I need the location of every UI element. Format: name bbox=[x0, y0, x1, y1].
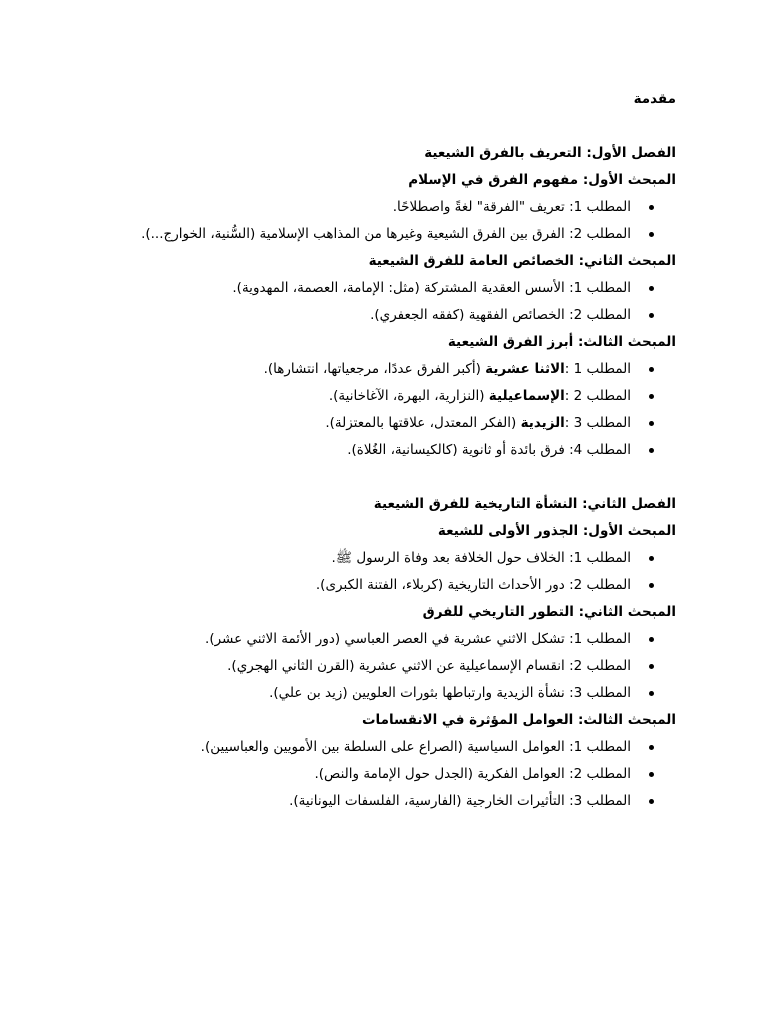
bullet-icon bbox=[649, 232, 654, 237]
list-item bbox=[36, 680, 676, 707]
list-item bbox=[36, 626, 676, 653]
bullet-icon bbox=[649, 421, 654, 426]
list-item bbox=[36, 383, 676, 410]
item-detail: (أكبر الفرق عددًا، مرجعياتها، انتشارها). bbox=[263, 361, 486, 377]
bullet-icon bbox=[649, 205, 654, 210]
item-text: المطلب 2: انقسام الإسماعيلية عن الاثني عشرية (القرن الثاني الهجري). bbox=[227, 658, 631, 674]
section-heading: المبحث الثاني: الخصائص العامة للفرق الشيعية bbox=[368, 253, 676, 269]
list-item bbox=[36, 221, 676, 248]
item-text: المطلب 3: نشأة الزيدية وارتباطها بثورات العلويين (زيد بن علي). bbox=[269, 685, 631, 701]
item-lead: المطلب 2 : bbox=[564, 388, 631, 404]
list-item bbox=[36, 275, 676, 302]
list-item bbox=[36, 545, 676, 572]
bullet-icon bbox=[649, 448, 654, 453]
item-text: المطلب 2: الفرق بين الفرق الشيعية وغيرها من المذاهب الإسلامية (السُّنية، الخوارج...). bbox=[141, 226, 631, 242]
item-text: المطلب 1: تعريف "الفرقة" لغةً واصطلاحًا. bbox=[392, 199, 631, 215]
section-heading: المبحث الأول: مفهوم الفرق في الإسلام bbox=[408, 172, 676, 188]
item-text: المطلب 1: العوامل السياسية (الصراع على السلطة بين الأمويين والعباسيين). bbox=[200, 739, 631, 755]
item-text: المطلب 1: الخلاف حول الخلافة بعد وفاة الرسول ﷺ. bbox=[331, 550, 631, 566]
item-lead: المطلب 3 : bbox=[564, 415, 631, 431]
bullet-icon bbox=[649, 556, 654, 561]
item-text: المطلب 4: فرق بائدة أو ثانوية (كالكيسانية، الغُلاة). bbox=[347, 442, 631, 458]
section-heading: المبحث الثالث: العوامل المؤثرة في الانقسامات bbox=[361, 712, 676, 728]
item-lead: المطلب 1 : bbox=[564, 361, 631, 377]
item-term: الاثنا عشرية bbox=[485, 361, 565, 377]
list-item bbox=[36, 302, 676, 329]
bullet-icon bbox=[649, 367, 654, 372]
bullet-icon bbox=[649, 745, 654, 750]
bullet-icon bbox=[649, 286, 654, 291]
item-detail: (النزارية، البهرة، الآغاخانية). bbox=[328, 388, 489, 404]
list-item bbox=[36, 194, 676, 221]
list-item bbox=[36, 653, 676, 680]
section-heading: المبحث الأول: الجذور الأولى للشيعة bbox=[437, 523, 676, 539]
list-item bbox=[36, 437, 676, 464]
bullet-icon bbox=[649, 313, 654, 318]
section-2-2 bbox=[36, 599, 676, 707]
bullet-icon bbox=[649, 664, 654, 669]
bullet-icon bbox=[649, 799, 654, 804]
section-1-1 bbox=[36, 167, 676, 248]
bullet-icon bbox=[649, 772, 654, 777]
bullet-icon bbox=[649, 583, 654, 588]
bullet-icon bbox=[649, 637, 654, 642]
document-body bbox=[36, 86, 676, 815]
document-title: مقدمة bbox=[633, 91, 676, 107]
chapter-heading: الفصل الثاني: النشأة التاريخية للفرق الشيعية bbox=[373, 496, 676, 512]
section-heading: المبحث الثاني: التطور التاريخي للفرق bbox=[422, 604, 676, 620]
section-1-3 bbox=[36, 329, 676, 464]
item-text: المطلب 1: تشكل الاثني عشرية في العصر العباسي (دور الأئمة الاثني عشر). bbox=[205, 631, 631, 647]
list-item bbox=[36, 788, 676, 815]
section-1-2 bbox=[36, 248, 676, 329]
list-item bbox=[36, 761, 676, 788]
list-item bbox=[36, 356, 676, 383]
item-text: المطلب 2: العوامل الفكرية (الجدل حول الإمامة والنص). bbox=[314, 766, 631, 782]
chapter-2 bbox=[36, 491, 676, 815]
list-item bbox=[36, 734, 676, 761]
item-text: المطلب 2: الخصائص الفقهية (كفقه الجعفري). bbox=[370, 307, 631, 323]
chapter-heading: الفصل الأول: التعريف بالفرق الشيعية bbox=[424, 145, 676, 161]
section-2-1 bbox=[36, 518, 676, 599]
item-detail: (الفكر المعتدل، علاقتها بالمعتزلة). bbox=[325, 415, 521, 431]
item-text: المطلب 2: دور الأحداث التاريخية (كربلاء، الفتنة الكبرى). bbox=[315, 577, 631, 593]
item-term: الإسماعيلية bbox=[488, 388, 565, 404]
section-2-3 bbox=[36, 707, 676, 815]
list-item bbox=[36, 572, 676, 599]
chapter-1 bbox=[36, 140, 676, 464]
item-text: المطلب 3: التأثيرات الخارجية (الفارسية، الفلسفات اليونانية). bbox=[289, 793, 631, 809]
item-text: المطلب 1: الأسس العقدية المشتركة (مثل: الإمامة، العصمة، المهدوية). bbox=[232, 280, 631, 296]
item-term: الزيدية bbox=[520, 415, 565, 431]
section-heading: المبحث الثالث: أبرز الفرق الشيعية bbox=[447, 334, 676, 350]
bullet-icon bbox=[649, 691, 654, 696]
list-item bbox=[36, 410, 676, 437]
bullet-icon bbox=[649, 394, 654, 399]
